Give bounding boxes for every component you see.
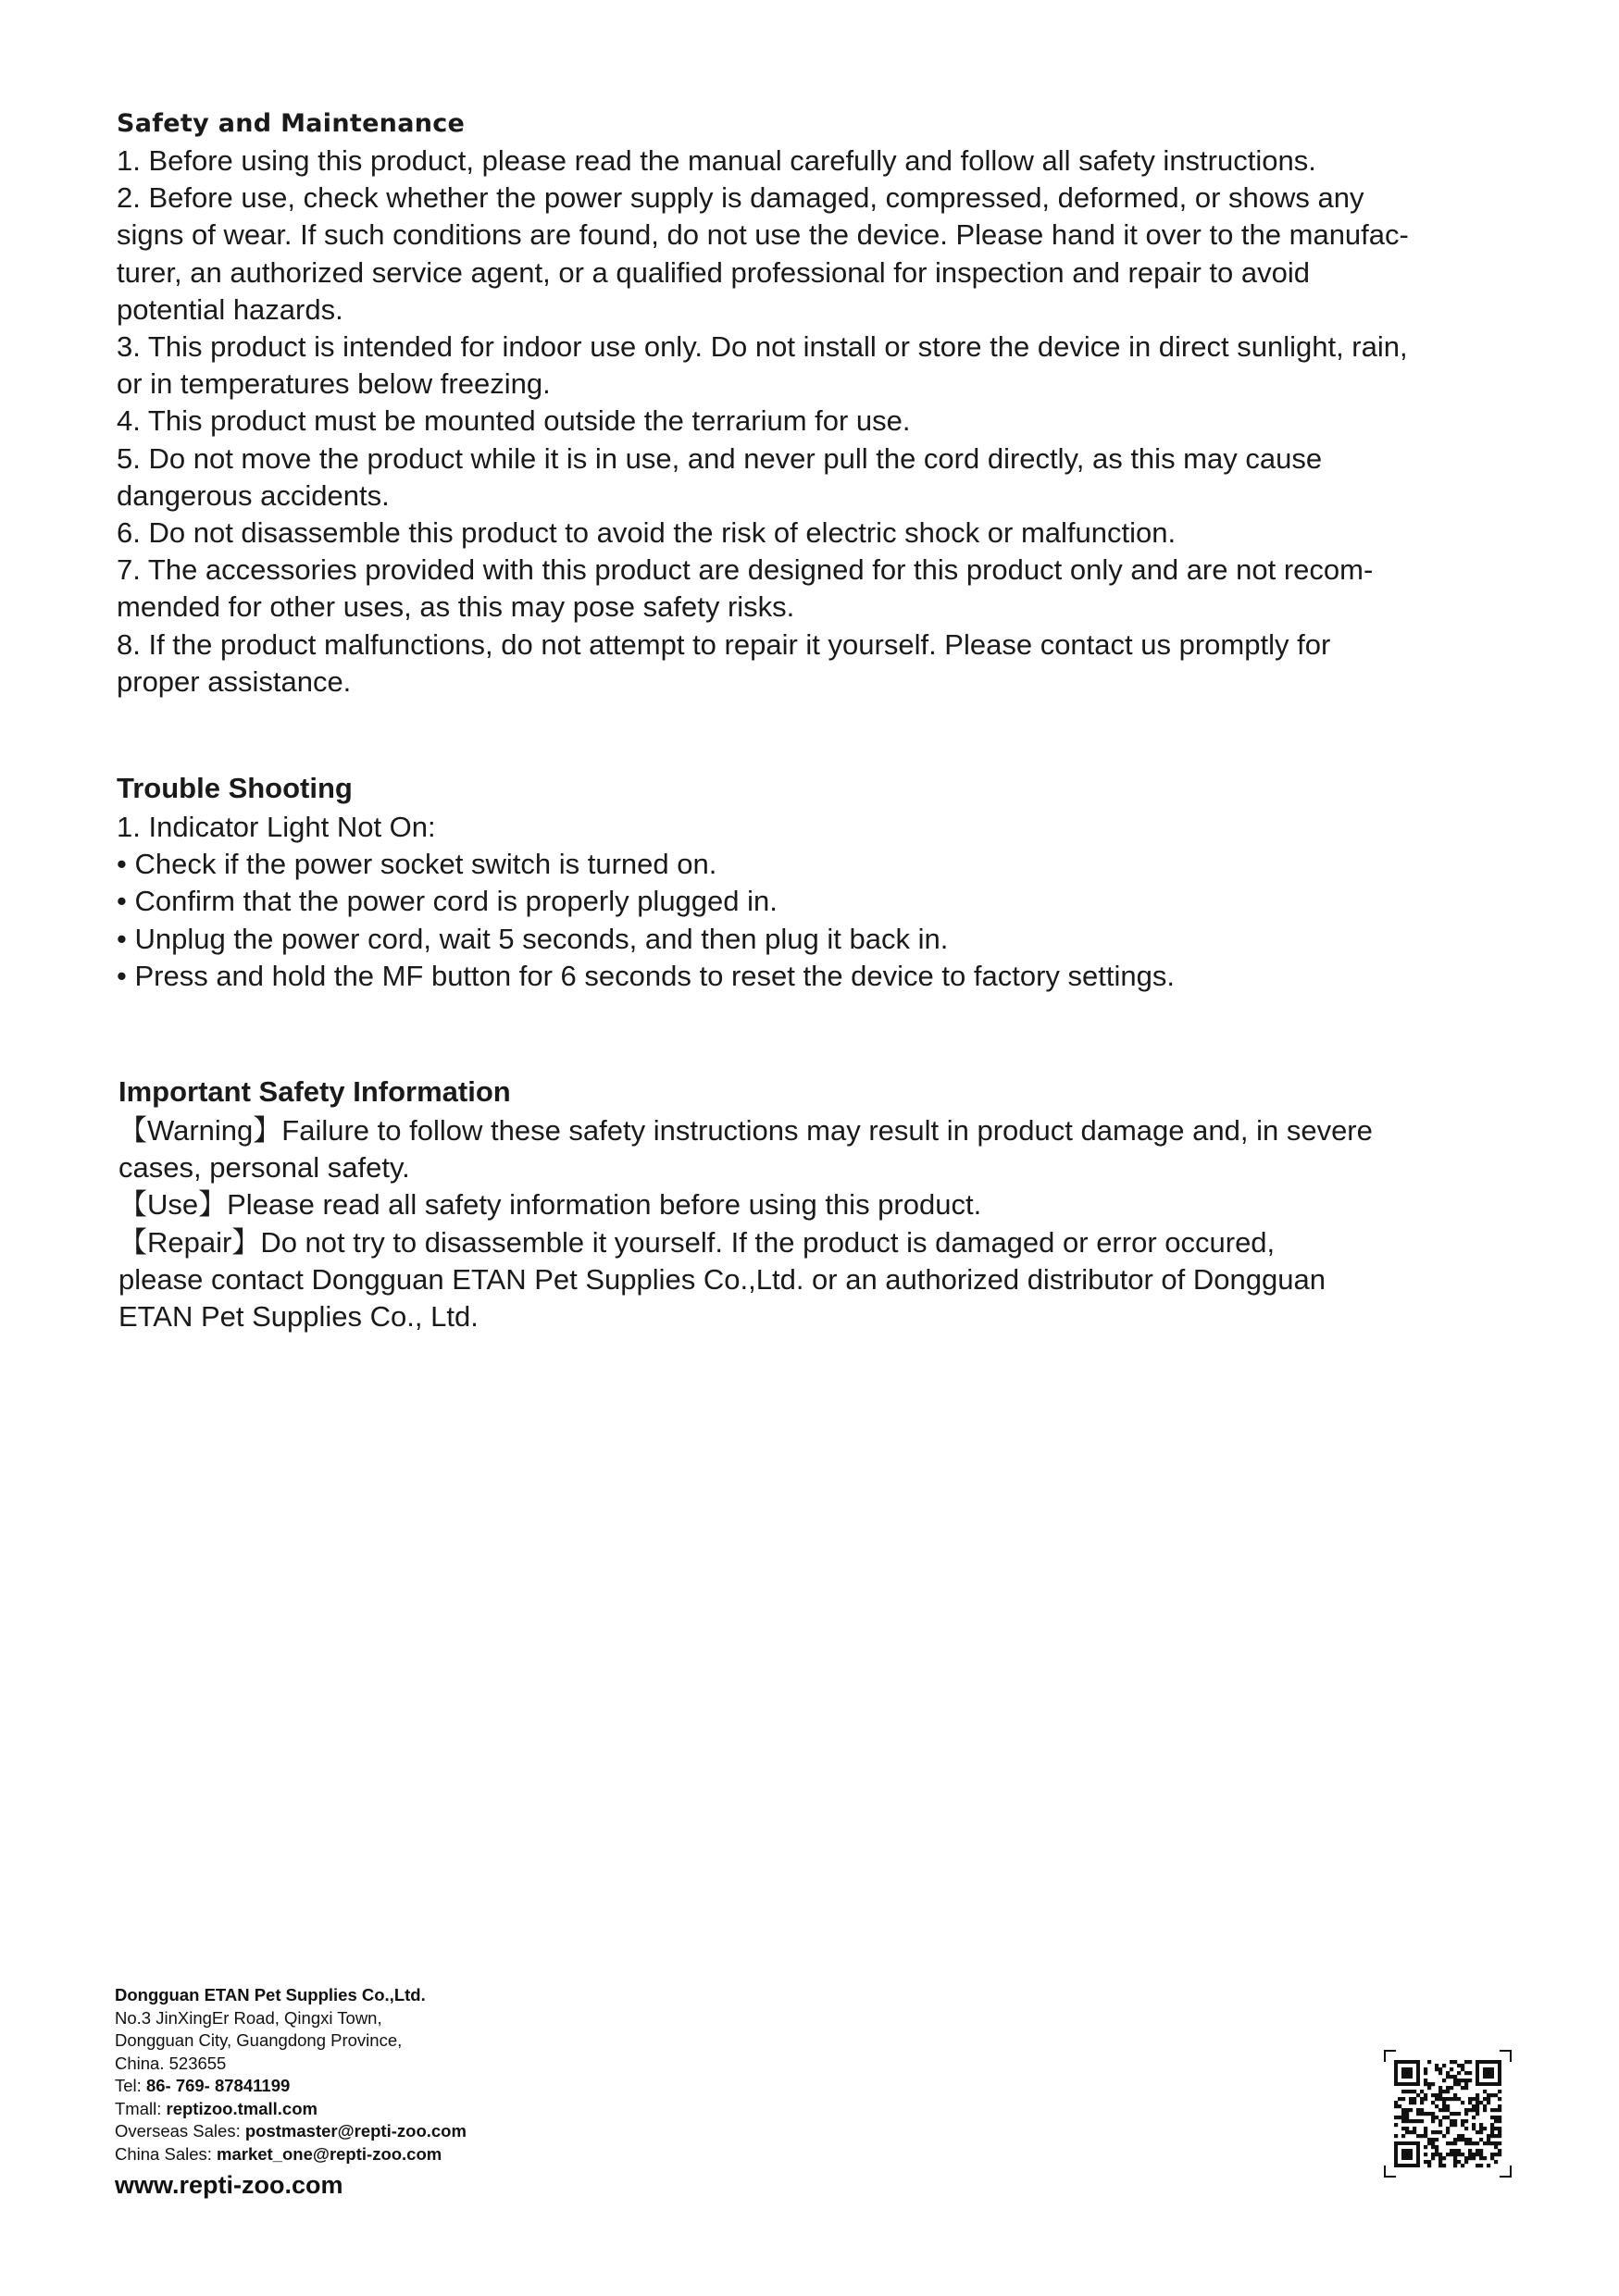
important-heading: Important Safety Information <box>118 1075 511 1108</box>
safety-line: 1. Before using this product, please read the manual carefully and follow all safety instructions. <box>117 144 1316 177</box>
important-line: ETAN Pet Supplies Co., Ltd. <box>118 1300 479 1334</box>
website-link[interactable]: www.repti-zoo.com <box>115 2171 343 2199</box>
china-email[interactable]: market_one@repti-zoo.com <box>217 2143 442 2164</box>
safety-item-4 <box>117 403 1524 440</box>
safety-line: proper assistance. <box>117 664 352 698</box>
safety-line: 4. This product must be mounted outside the terrarium for use. <box>117 404 911 438</box>
safety-item-7 <box>117 552 1524 626</box>
address-line: No.3 JinXingEr Road, Qingxi Town, <box>115 2007 382 2028</box>
important-line: 【Repair】Do not try to disassemble it yourself. If the product is damaged or error occured, <box>118 1225 1276 1259</box>
trouble-line: • Confirm that the power cord is properly plugged in. <box>117 885 778 918</box>
important-section <box>118 1072 1526 1335</box>
safety-line: 5. Do not move the product while it is in use, and never pull the cord directly, as this may cause <box>117 441 1323 475</box>
safety-item-3 <box>117 329 1524 403</box>
safety-item-1 <box>117 143 1524 180</box>
overseas-email[interactable]: postmaster@repti-zoo.com <box>244 2121 467 2141</box>
trouble-line: 1. Indicator Light Not On: <box>117 811 436 843</box>
safety-line: potential hazards. <box>117 292 343 326</box>
qr-code-icon <box>1383 2049 1513 2178</box>
safety-line: turer, an authorized service agent, or a qualified professional for inspection and repair to avoid <box>117 255 1310 289</box>
china-label: China Sales: <box>115 2143 218 2164</box>
important-line: please contact Dongguan ETAN Pet Supplies Co.,Ltd. or an authorized distributor of Dongguan <box>118 1262 1326 1296</box>
safety-line: mended for other uses, as this may pose safety risks. <box>117 590 795 624</box>
safety-section <box>117 105 1524 701</box>
overseas-line <box>115 2120 467 2143</box>
safety-line: 8. If the product malfunctions, do not attempt to repair it yourself. Please contact us promptly for <box>117 627 1331 661</box>
tel-number: 86- 769- 87841199 <box>145 2076 291 2095</box>
safety-line: or in temperatures below freezing. <box>117 367 551 401</box>
trouble-line: • Unplug the power cord, wait 5 seconds, and then plug it back in. <box>117 922 949 955</box>
tel-label: Tel: <box>115 2076 146 2095</box>
safety-line: 3. This product is intended for indoor use only. Do not install or store the device in direct sunlight, rain, <box>117 330 1408 364</box>
company-name: Dongguan ETAN Pet Supplies Co.,Ltd. <box>115 1985 426 2004</box>
trouble-line: • Check if the power socket switch is turned on. <box>117 848 717 881</box>
overseas-label: Overseas Sales: <box>115 2121 245 2141</box>
safety-line: 6. Do not disassemble this product to avoid the risk of electric shock or malfunction. <box>117 516 1177 550</box>
safety-item-8 <box>117 627 1524 701</box>
safety-item-5 <box>117 441 1524 515</box>
important-line: 【Warning】Failure to follow these safety instructions may result in product damage and, in severe <box>118 1114 1373 1147</box>
safety-item-2 <box>117 180 1524 329</box>
address-line: Dongguan City, Guangdong Province, <box>115 2030 403 2050</box>
china-line <box>115 2143 467 2166</box>
tel-line <box>115 2075 467 2098</box>
address-line: China. 523655 <box>115 2053 227 2073</box>
tmall-line <box>115 2098 467 2121</box>
contact-footer <box>115 1984 467 2203</box>
safety-line: 7. The accessories provided with this product are designed for this product only and are not recom- <box>117 553 1374 587</box>
tmall-label: Tmall: <box>115 2098 167 2118</box>
safety-heading: Safety and Maintenance <box>117 109 466 138</box>
tmall-link[interactable]: reptizoo.tmall.com <box>166 2098 318 2118</box>
safety-line: signs of wear. If such conditions are found, do not use the device. Please hand it over to the manufac- <box>117 218 1409 252</box>
safety-item-6 <box>117 515 1524 552</box>
safety-line: 2. Before use, check whether the power supply is damaged, compressed, deformed, or shows any <box>117 181 1364 215</box>
trouble-line: • Press and hold the MF button for 6 seconds to reset the device to factory settings. <box>117 959 1175 992</box>
trouble-section <box>117 768 1524 995</box>
safety-line: dangerous accidents. <box>117 478 390 512</box>
qr-code-graphic <box>1383 2049 1513 2178</box>
trouble-heading: Trouble Shooting <box>117 772 353 804</box>
important-line: 【Use】Please read all safety information before using this product. <box>118 1188 982 1222</box>
important-line: cases, personal safety. <box>118 1151 410 1185</box>
